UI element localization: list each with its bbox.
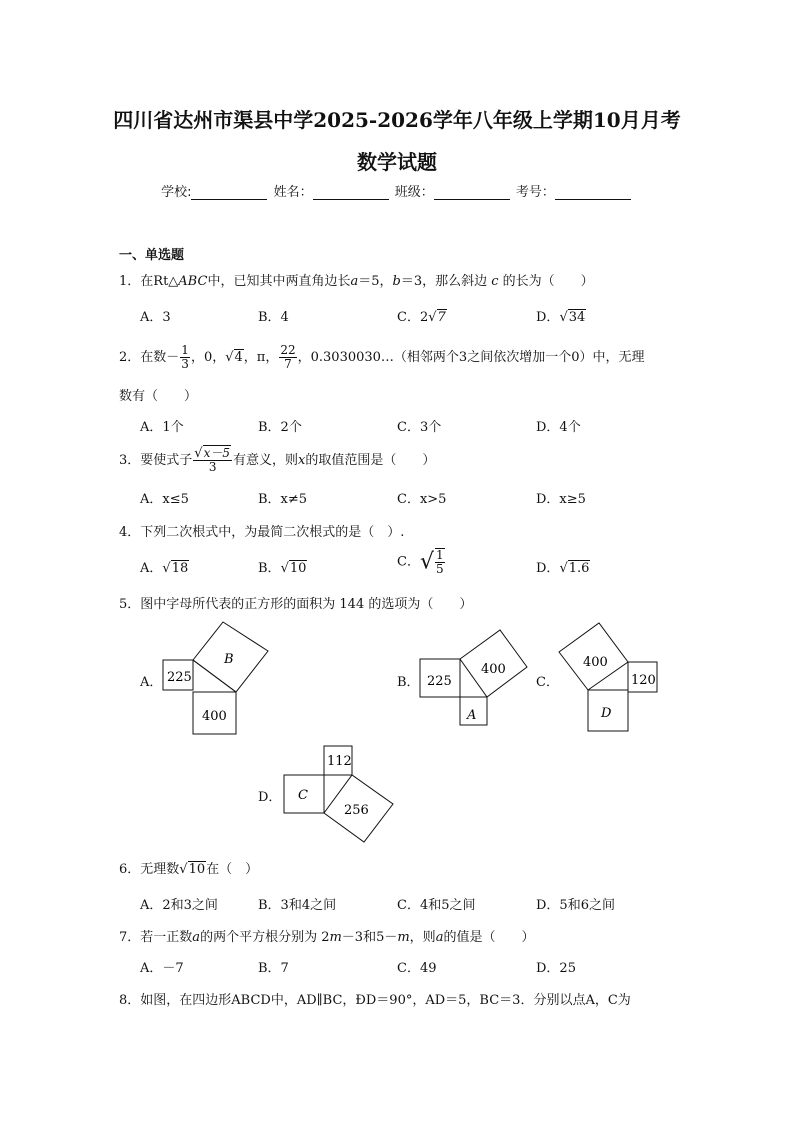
q4-option-c[interactable]: C．√ $\frac{1}{5}$ (397, 548, 444, 576)
fig-d-label-hyp: 256 (344, 803, 369, 818)
q5-option-b[interactable]: B． (397, 675, 420, 690)
q6-option-b[interactable]: B．3和4之间 (258, 898, 337, 913)
q2-option-c[interactable]: C．3个 (397, 420, 442, 435)
q6-option-a[interactable]: A．2和3之间 (140, 898, 218, 913)
fig-b-label-bottom: A (467, 708, 477, 723)
class-label: 班级： (394, 185, 434, 200)
question-3: 3．要使式子 $\frac{√x-5}{3}$ 有意义，则x的取值范围是（ ） (119, 446, 436, 474)
name-label: 姓名： (273, 185, 313, 200)
q1-option-c[interactable]: C．2√7 (397, 310, 446, 325)
q5-option-a[interactable]: A． (140, 675, 163, 690)
q5-option-d[interactable]: D． (258, 790, 282, 805)
fig-c-label-bottom: D (601, 706, 612, 721)
q4-option-b[interactable]: B．√10 (258, 561, 307, 576)
question-8: 8．如图，在四边形ABCD中，AD∥BC，ÐD＝90°，AD＝5，BC＝3．分别以点A，C为 (119, 993, 631, 1008)
fig-a-label-hyp: B (224, 652, 234, 667)
question-4: 4．下列二次根式中，为最简二次根式的是（ ）. (119, 525, 405, 540)
school-label: 学校: (161, 185, 192, 200)
fig-a-label-left: 225 (167, 670, 192, 685)
q3-option-b[interactable]: B．x≠5 (258, 492, 308, 507)
title-line-2: 数学试题 (357, 150, 437, 174)
q2-option-b[interactable]: B．2个 (258, 420, 302, 435)
q4-option-d[interactable]: D．√1.6 (536, 561, 590, 576)
fig-d-label-left: C (298, 788, 308, 803)
question-6: 6．无理数√10在（ ） (119, 862, 259, 877)
title-line-1: 四川省达州市渠县中学2025-2026学年八年级上学期10月月考 (113, 108, 681, 132)
q1-option-a[interactable]: A．3 (140, 310, 171, 325)
question-2: 2．在数－ $\frac{1}{3}$ ，0，√4，π， $\frac{22}{7}$ ，0.3030030…（相邻两个3之间依次增加一个0）中，无理 (119, 343, 645, 371)
fig-c-label-hyp: 400 (583, 655, 608, 670)
section-heading: 一、单选题 (119, 248, 185, 263)
question-1: 1．在Rt△ABC中，已知其中两直角边长a＝5，b＝3，那么斜边 c 的长为（ ） (119, 274, 594, 289)
q1-option-b[interactable]: B．4 (258, 310, 289, 325)
q6-option-c[interactable]: C．4和5之间 (397, 898, 476, 913)
q7-option-d[interactable]: D．25 (536, 961, 576, 976)
q7-option-a[interactable]: A．－7 (140, 961, 184, 976)
exam-number-label: 考号： (515, 185, 555, 200)
fig-b-label-hyp: 400 (481, 662, 506, 677)
q7-option-c[interactable]: C．49 (397, 961, 437, 976)
question-5: 5．图中字母所代表的正方形的面积为 144 的选项为（ ） (119, 597, 473, 612)
q5-option-c[interactable]: C． (536, 675, 559, 690)
q2-option-d[interactable]: D．4个 (536, 420, 581, 435)
fig-b-label-left: 225 (427, 674, 452, 689)
q2-option-a[interactable]: A．1个 (140, 420, 184, 435)
q1-option-d[interactable]: D．√34 (536, 310, 586, 325)
q3-option-a[interactable]: A．x≤5 (140, 492, 189, 507)
q3-option-d[interactable]: D．x≥5 (536, 492, 586, 507)
q6-option-d[interactable]: D．5和6之间 (536, 898, 615, 913)
q7-option-b[interactable]: B．7 (258, 961, 289, 976)
question-7: 7．若一正数a的两个平方根分别为 2m－3和5－m，则a的值是（ ） (119, 930, 535, 945)
fig-a-label-bottom: 400 (202, 709, 227, 724)
question-2-cont: 数有（ ） (119, 389, 198, 404)
q3-option-c[interactable]: C．x>5 (397, 492, 447, 507)
fig-d-label-top: 112 (327, 754, 352, 769)
q4-option-a[interactable]: A．√18 (140, 561, 189, 576)
fig-c-label-right: 120 (631, 673, 656, 688)
